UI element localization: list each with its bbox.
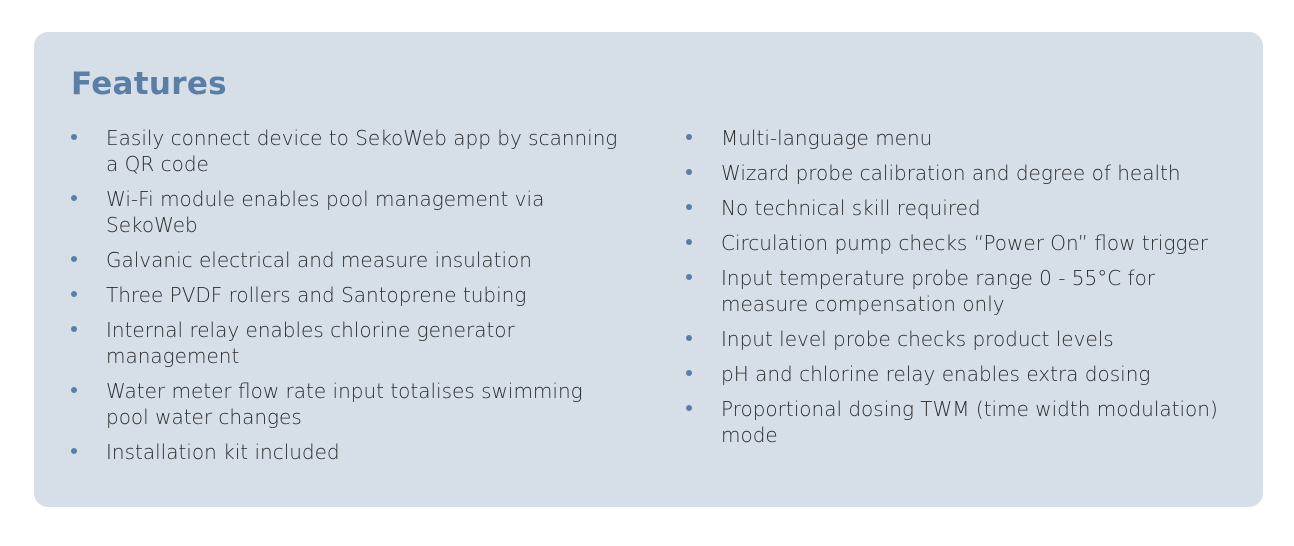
list-item-text: Proportional dosing TWM (time width modulation) mode: [721, 397, 1218, 447]
features-title: Features: [71, 66, 227, 102]
bullet-icon: [71, 134, 77, 140]
bullet-icon: [686, 274, 692, 280]
list-item-text: Input temperature probe range 0 - 55°C for measure compensation only: [721, 266, 1156, 316]
features-panel: [34, 32, 1263, 507]
bullet-icon: [686, 204, 692, 210]
list-item: [71, 125, 631, 177]
list-item-text: Input level probe checks product levels: [721, 327, 1114, 351]
bullet-icon: [686, 169, 692, 175]
bullet-icon: [71, 387, 77, 393]
list-item: [686, 125, 1231, 151]
list-item: [71, 282, 631, 308]
bullet-icon: [686, 239, 692, 245]
bullet-icon: [686, 405, 692, 411]
bullet-icon: [71, 448, 77, 454]
bullet-icon: [686, 335, 692, 341]
list-item-text: Galvanic electrical and measure insulation: [106, 248, 532, 272]
list-item: [71, 378, 631, 430]
list-item: [686, 230, 1231, 256]
list-item: [686, 396, 1231, 448]
list-item: [71, 317, 631, 369]
list-item-text: Wizard probe calibration and degree of health: [721, 161, 1181, 185]
features-list-right: [686, 125, 1231, 457]
list-item: [71, 186, 631, 238]
features-list-left: [71, 125, 631, 474]
bullet-icon: [71, 256, 77, 262]
list-item: [686, 361, 1231, 387]
list-item-text: Multi-language menu: [721, 126, 933, 150]
list-item-text: Three PVDF rollers and Santoprene tubing: [106, 283, 527, 307]
bullet-icon: [71, 195, 77, 201]
list-item-text: Circulation pump checks “Power On” flow trigger: [721, 231, 1209, 255]
list-item: [71, 247, 631, 273]
list-item-text: Water meter flow rate input totalises swimming pool water changes: [106, 379, 583, 429]
list-item-text: No technical skill required: [721, 196, 981, 220]
list-item: [686, 195, 1231, 221]
list-item: [686, 160, 1231, 186]
list-item-text: Wi-Fi module enables pool management via SekoWeb: [106, 187, 545, 237]
list-item-text: Easily connect device to SekoWeb app by scanning a QR code: [106, 126, 618, 176]
bullet-icon: [686, 134, 692, 140]
list-item: [686, 326, 1231, 352]
list-item: [686, 265, 1231, 317]
list-item: [71, 439, 631, 465]
bullet-icon: [71, 291, 77, 297]
bullet-icon: [686, 370, 692, 376]
list-item-text: pH and chlorine relay enables extra dosing: [721, 362, 1151, 386]
bullet-icon: [71, 326, 77, 332]
list-item-text: Installation kit included: [106, 440, 340, 464]
list-item-text: Internal relay enables chlorine generator management: [106, 318, 515, 368]
